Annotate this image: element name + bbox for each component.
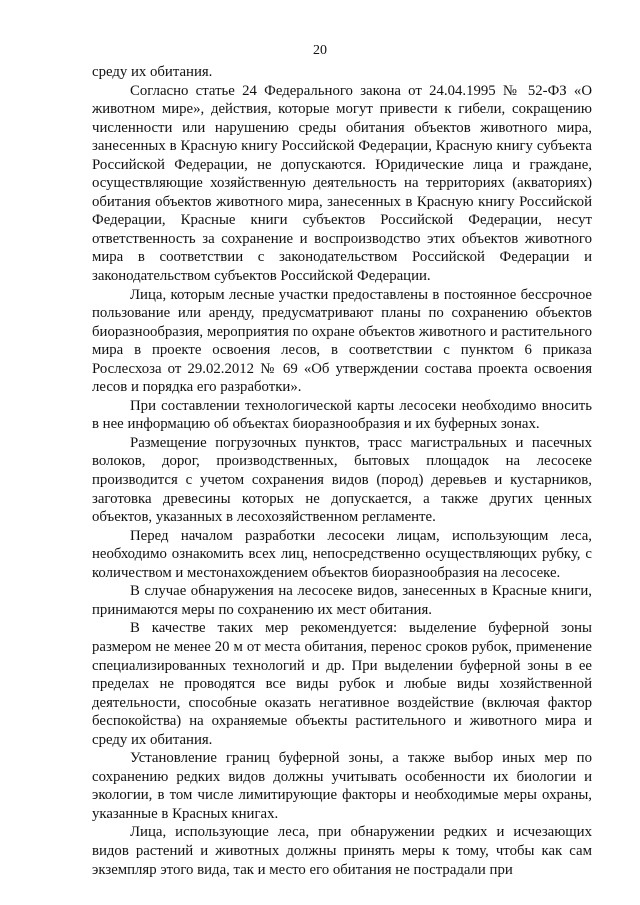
paragraph-9: Установление границ буферной зоны, а также выбор иных мер по сохранению редких видов должны учитывать особенности их биологии и экологии, в том числе лимитирующие факторы и необходимые меры охраны, указанные в Красных книгах. <box>92 750 592 822</box>
paragraph-4: При составлении технологической карты лесосеки необходимо вносить в нее информацию об объектах биоразнообразия и их буферных зонах. <box>92 397 592 433</box>
document-body <box>92 63 592 879</box>
paragraph-3: Лица, которым лесные участки предоставлены в постоянное бессрочное пользование или аренду, предусматривают планы по сохранению объектов биоразнообразия, мероприятия по охране объектов животного и растительного мира в проекте освоения лесов, в соответствии с пунктом 6 приказа Рослесхоза от 29.02.2012 № 69 «Об утверждении состава проекта освоения лесов и порядка его разработки». <box>92 286 592 396</box>
paragraph-8: В качестве таких мер рекомендуется: выделение буферной зоны размером не менее 20 м от места обитания, перенос сроков рубок, применение специализированных технологий и др. При выделении буферной зоны в ее пределах не проводятся все виды рубок и любые виды хозяйственной деятельности, способные оказать негативное воздействие (включая фактор беспокойства) на охраняемые объекты растительного и животного мира и среду их обитания. <box>92 620 592 748</box>
paragraph-1: среду их обитания. <box>92 64 213 80</box>
paragraph-6: Перед началом разработки лесосеки лицам, использующим леса, необходимо ознакомить всех лиц, непосредственно осуществляющих рубку, с количеством и местонахождением объектов биоразнообразия на лесосеке. <box>92 527 592 581</box>
paragraph-7: В случае обнаружения на лесосеке видов, занесенных в Красные книги, принимаются меры по сохранению их мест обитания. <box>92 583 592 618</box>
paragraph-5: Размещение погрузочных пунктов, трасс магистральных и пасечных волоков, дорог, производственных, бытовых площадок на лесосеке производится с учетом сохранения видов (пород) деревьев и кустарников, заготовка древесины которых не допускается, а также других ценных объектов, указанных в лесохозяйственном регламенте. <box>92 434 592 526</box>
paragraph-2: Согласно статье 24 Федерального закона от 24.04.1995 № 52-ФЗ «О животном мире», действия, которые могут привести к гибели, сокращению численности или нарушению среды обитания объектов животного мира, занесенных в Красную книгу Российской Федерации, Красную книгу субъекта Российской Федерации, не допускаются. Юридические лица и граждане, осуществляющие хозяйственную деятельность на территориях (акваториях) обитания объектов животного мира, занесенных в Красную книгу Российской Федерации, Красные книги субъектов Российской Федерации, несут ответственность за сохранение и воспроизводство этих объектов животного мира в соответствии с законодательством Российской Федерации и законодательством субъектов Российской Федерации. <box>92 82 592 285</box>
paragraph-10: Лица, использующие леса, при обнаружении редких и исчезающих видов растений и животных должны принять меры к тому, чтобы как сам экземпляр этого вида, так и место его обитания не пострадали при <box>92 824 592 878</box>
page-number: 20 <box>313 43 327 58</box>
